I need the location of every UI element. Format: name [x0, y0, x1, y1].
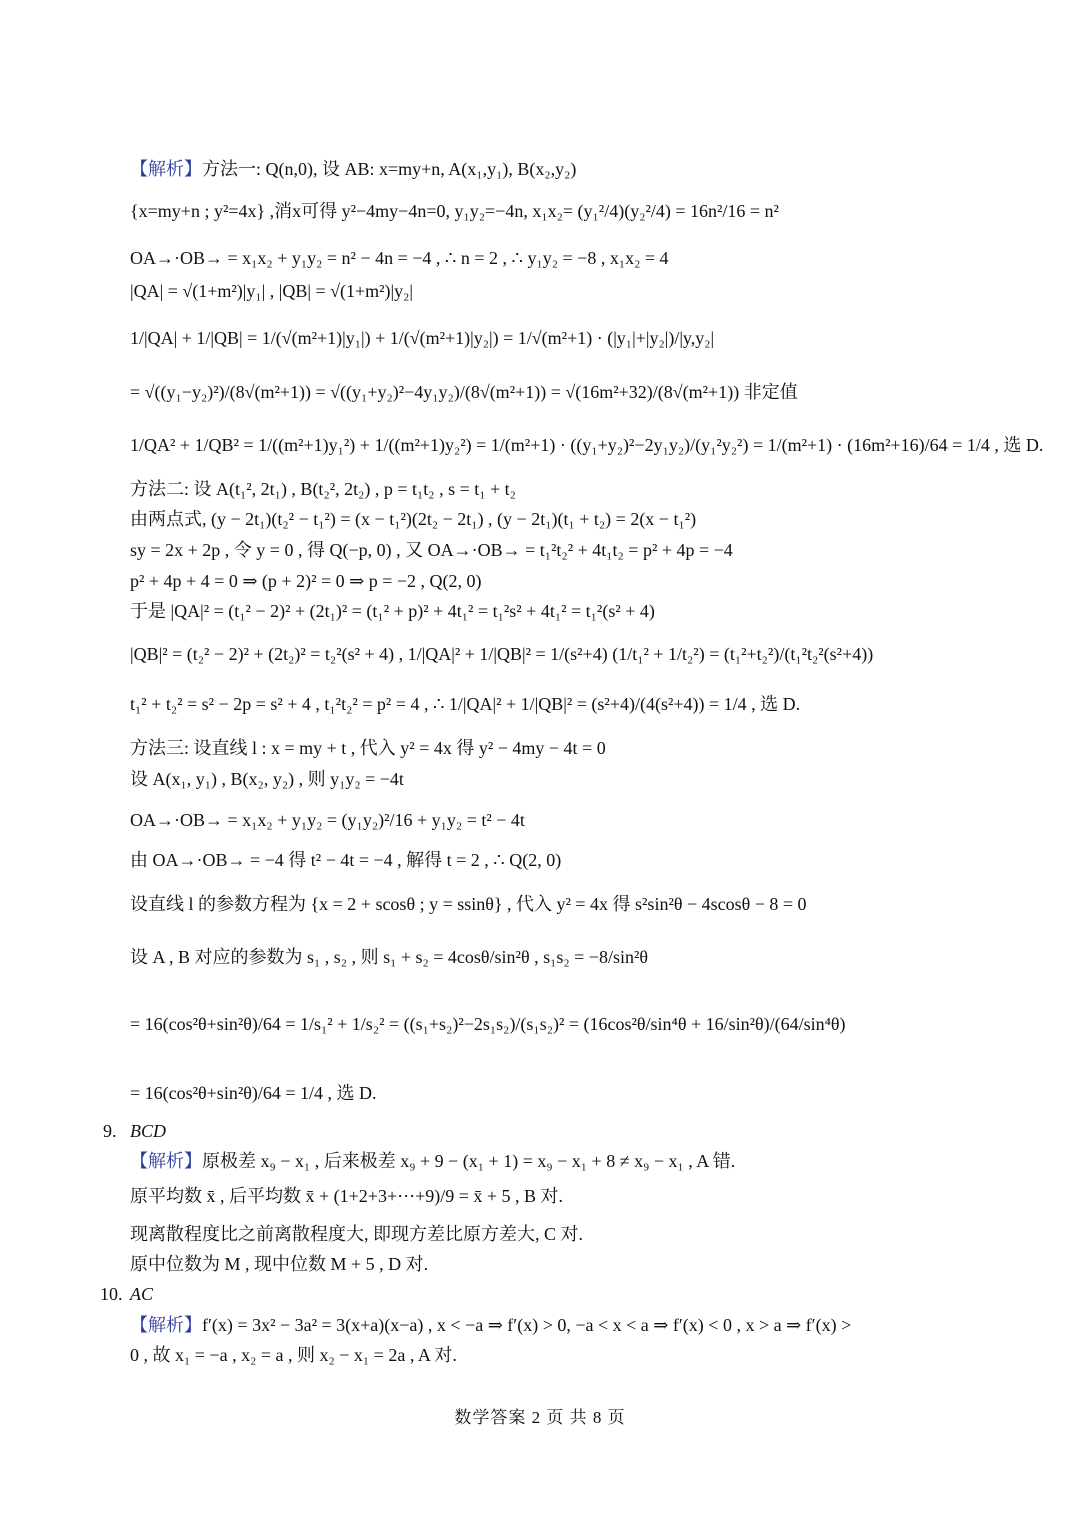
jiexi-tag: 【解析】: [130, 1151, 202, 1171]
line-text: 原极差 x₉ − x₁ , 后来极差 x₉ + 9 − (x₁ + 1) = x₉ − x₁ + 8 ≠ x₉ − x₁ , A 错.: [202, 1151, 736, 1171]
text-line: [130, 642, 873, 666]
text-line: [130, 599, 655, 623]
question-9-number: 9.: [103, 1121, 117, 1141]
line-text: 方法三: 设直线 l : x = my + t , 代入 y² = 4x 得 y² − 4my − 4t = 0: [130, 738, 606, 758]
jiexi-tag: 【解析】: [130, 159, 202, 179]
line-text: {x=my+n ; y²=4x} ,消x可得 y²−4my−4n=0, y₁y₂=−4n, x₁x₂= (y₁²/4)(y₂²/4) = 16n²/16 = n²: [130, 201, 779, 221]
line-text: f′(x) = 3x² − 3a² = 3(x+a)(x−a) , x < −a ⇒ f′(x) > 0, −a < x < a ⇒ f′(x) < 0 , x > a ⇒ f′(x) >: [202, 1315, 852, 1335]
text-line: [130, 808, 525, 832]
text-line: [130, 1149, 735, 1173]
line-text: 于是 |QA|² = (t₁² − 2)² + (2t₁)² = (t₁² + p)² + 4t₁² = t₁²s² + 4t₁² = t₁²(s² + 4): [130, 601, 655, 621]
line-text: OA→·OB→ = x₁x₂ + y₁y₂ = n² − 4n = −4 , ∴ n = 2 , ∴ y₁y₂ = −8 , x₁x₂ = 4: [130, 248, 669, 268]
text-line: [130, 1184, 563, 1208]
text-line: [130, 1313, 851, 1337]
line-text: 设直线 l 的参数方程为 {x = 2 + scosθ ; y = ssinθ} , 代入 y² = 4x 得 s²sin²θ − 4scosθ − 8 = 0: [130, 894, 807, 914]
text-line: [130, 945, 648, 969]
answer-text: AC: [130, 1284, 154, 1304]
answer-text: BCD: [130, 1121, 166, 1141]
text-line: [130, 1222, 583, 1246]
text-line: [130, 477, 516, 501]
line-text: = √((y₁−y₂)²)/(8√(m²+1)) = √((y₁+y₂)²−4y₁y₂)/(8√(m²+1)) = √(16m²+32)/(8√(m²+1)) 非定值: [130, 382, 798, 402]
line-text: 由两点式, (y − 2t₁)(t₂² − t₁²) = (x − t₁²)(2t₂ − 2t₁) , (y − 2t₁)(t₁ + t₂) = 2(x − t₁²): [130, 509, 697, 529]
line-text: 原中位数为 M , 现中位数 M + 5 , D 对.: [130, 1254, 429, 1274]
line-text: 原平均数 x̄ , 后平均数 x̄ + (1+2+3+⋯+9)/9 = x̄ + 5 , B 对.: [130, 1186, 564, 1206]
line-text: 1/|QA| + 1/|QB| = 1/(√(m²+1)|y₁|) + 1/(√(m²+1)|y₂|) = 1/√(m²+1) · (|y₁|+|y₂|)/|y,y₂|: [130, 328, 715, 348]
text-line: [130, 892, 807, 916]
question-9-answer: [130, 1119, 166, 1143]
question-10-answer: [130, 1282, 153, 1306]
line-text: |QA| = √(1+m²)|y₁| , |QB| = √(1+m²)|y₂|: [130, 281, 414, 301]
text-line: [130, 767, 404, 791]
text-line: [130, 569, 482, 593]
text-line: [130, 433, 1043, 457]
line-text: 方法二: 设 A(t₁², 2t₁) , B(t₂², 2t₂) , p = t₁t₂ , s = t₁ + t₂: [130, 479, 516, 499]
line-text: OA→·OB→ = x₁x₂ + y₁y₂ = (y₁y₂)²/16 + y₁y₂ = t² − 4t: [130, 810, 525, 830]
line-text: = 16(cos²θ+sin²θ)/64 = 1/4 , 选 D.: [130, 1083, 377, 1103]
line-text: |QB|² = (t₂² − 2)² + (2t₂)² = t₂²(s² + 4) , 1/|QA|² + 1/|QB|² = 1/(s²+4) (1/t₁² + 1/t₂²) = (t₁²+t₂²)/(t₁²t₂²(s²+4)): [130, 644, 874, 664]
text-line: [130, 538, 733, 562]
line-text: 0 , 故 x₁ = −a , x₂ = a , 则 x₂ − x₁ = 2a , A 对.: [130, 1345, 457, 1365]
text-line: [130, 692, 800, 716]
jiexi-tag: 【解析】: [130, 1315, 202, 1335]
text-line: [130, 1012, 846, 1036]
line-text: 由 OA→·OB→ = −4 得 t² − 4t = −4 , 解得 t = 2 , ∴ Q(2, 0): [130, 850, 562, 870]
line-text: t₁² + t₂² = s² − 2p = s² + 4 , t₁²t₂² = p² = 4 , ∴ 1/|QA|² + 1/|QB|² = (s²+4)/(4(s²+4)) = 1/4 , 选 D.: [130, 694, 801, 714]
line-text: 方法一: Q(n,0), 设 AB: x=my+n, A(x₁,y₁), B(x₂,y₂): [202, 159, 577, 179]
text-line: [130, 246, 669, 270]
text-line: [130, 1252, 428, 1276]
text-line: [130, 157, 576, 181]
text-line: [130, 736, 606, 760]
text-line: [130, 279, 413, 303]
text-line: [130, 199, 779, 223]
text-line: [130, 326, 714, 350]
line-text: sy = 2x + 2p , 令 y = 0 , 得 Q(−p, 0) , 又 OA→·OB→ = t₁²t₂² + 4t₁t₂ = p² + 4p = −4: [130, 540, 733, 560]
text-line: [130, 1343, 457, 1367]
text-line: [130, 507, 696, 531]
page-footer: 数学答案 2 页 共 8 页: [454, 1408, 626, 1427]
line-text: 1/QA² + 1/QB² = 1/((m²+1)y₁²) + 1/((m²+1)y₂²) = 1/(m²+1) · ((y₁+y₂)²−2y₁y₂)/(y₁²y₂²) = 1/(m²+1) · (16m²+16)/64 = 1/4 , 选 D.: [130, 435, 1044, 455]
line-text: 设 A , B 对应的参数为 s₁ , s₂ , 则 s₁ + s₂ = 4cosθ/sin²θ , s₁s₂ = −8/sin²θ: [130, 947, 648, 967]
text-line: [130, 380, 798, 404]
text-line: [130, 848, 561, 872]
line-text: 设 A(x₁, y₁) , B(x₂, y₂) , 则 y₁y₂ = −4t: [130, 769, 404, 789]
question-10-number: 10.: [100, 1284, 123, 1304]
line-text: = 16(cos²θ+sin²θ)/64 = 1/s₁² + 1/s₂² = ((s₁+s₂)²−2s₁s₂)/(s₁s₂)² = (16cos²θ/sin⁴θ + 16/sin²θ)/(64/sin⁴θ): [130, 1014, 846, 1034]
line-text: p² + 4p + 4 = 0 ⇒ (p + 2)² = 0 ⇒ p = −2 , Q(2, 0): [130, 571, 482, 591]
text-line: [130, 1081, 376, 1105]
line-text: 现离散程度比之前离散程度大, 即现方差比原方差大, C 对.: [130, 1224, 584, 1244]
